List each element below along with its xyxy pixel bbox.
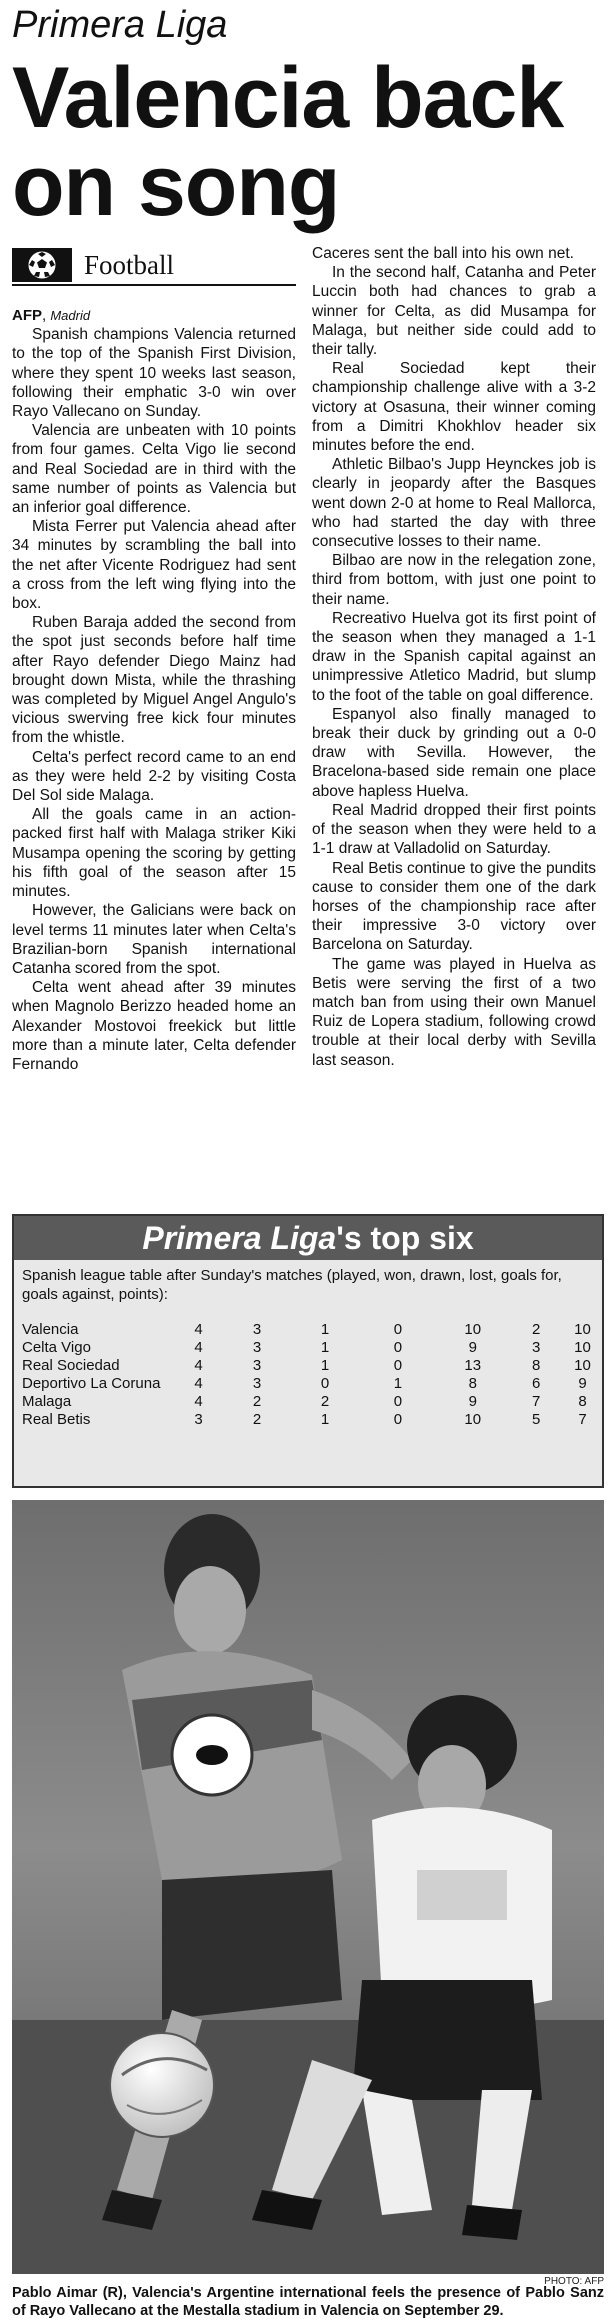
football-icon: [12, 248, 72, 282]
league-table-title: [14, 1216, 602, 1260]
league-table: [22, 1320, 602, 1428]
league-table-box: [12, 1214, 604, 1488]
stat-cell: 3: [532, 1338, 541, 1356]
team-name-cell: Celta Vigo: [22, 1338, 91, 1356]
stat-cell: 3: [194, 1410, 203, 1428]
stat-cell: 3: [252, 1320, 262, 1338]
match-photo-image: [12, 1500, 604, 2274]
stat-cell: 8: [578, 1392, 587, 1410]
paragraph: Celta went ahead after 39 minutes when Magnolo Berizzo headed home an Alexander Mostovoi freekick but little more than a minute later, Celta defender Fernando: [12, 979, 296, 1073]
paragraph: Real Sociedad kept their championship challenge alive with a 3-2 victory at Osasuna, their winner coming from a Dimitri Khokhlov header six minutes before the end.: [312, 360, 596, 455]
team-name-cell: Deportivo La Coruna: [22, 1374, 161, 1392]
stat-cell: 0: [320, 1374, 330, 1392]
stat-cell: 0: [393, 1410, 403, 1428]
stat-cell: 10: [574, 1320, 591, 1338]
paragraph: Bilbao are now in the relegation zone, third from bottom, with just one point to their name.: [312, 552, 596, 608]
paragraph: Athletic Bilbao's Jupp Heynckes job is clearly in jeopardy after the Basques went down 2-0 at home to Real Mallorca, who had started the day with three consecutive losses to their name.: [312, 456, 596, 551]
stat-cell: 4: [194, 1320, 203, 1338]
stat-cell: 1: [320, 1356, 330, 1374]
stat-cell: 9: [468, 1392, 477, 1410]
stat-cell: 1: [320, 1410, 330, 1428]
stat-cell: 9: [468, 1338, 477, 1356]
stat-cell: 4: [194, 1374, 203, 1392]
stat-cell: 0: [393, 1392, 403, 1410]
stat-cell: 8: [532, 1356, 541, 1374]
stat-cell: 8: [468, 1374, 477, 1392]
paragraph: Real Betis continue to give the pundits cause to consider them one of the dark horses of the championship race after their impressive 3-0 victory over Barcelona on Saturday.: [312, 859, 596, 954]
paragraph: Caceres sent the ball into his own net.: [312, 245, 574, 262]
team-name-cell: Real Sociedad: [22, 1356, 120, 1374]
paragraph: Real Madrid dropped their first points of the season when they were held to a 1-1 draw at Valladolid on Saturday.: [312, 801, 596, 858]
section-label: Football: [84, 250, 175, 280]
stat-cell: 3: [252, 1374, 262, 1392]
paragraph: Mista Ferrer put Valencia ahead after 34 minutes by scrambling the ball into the net after Vicente Rodriguez had sent a cross from the left wing flying into the box.: [12, 518, 296, 613]
stat-cell: 0: [393, 1356, 403, 1374]
paragraph: Espanyol also finally managed to break their duck by grinding out a 0-0 draw with Sevilla. However, the Bracelona-based side remain one place above hapless Huelva.: [312, 705, 596, 800]
paragraph: Ruben Baraja added the second from the spot just seconds before half time after Rayo defender Diego Mainz had brought down Mista, while the thrashing was completed by Miguel Angel Angulo's vicious swerving free kick four minutes from the whistle.: [12, 614, 296, 747]
team-name-cell: Malaga: [22, 1392, 72, 1410]
stat-cell: 2: [252, 1410, 262, 1428]
paragraph: The game was played in Huelva as Betis were serving the first of a two match ban from using their own Manuel Ruiz de Lopera stadium, following crowd trouble at their local derby with Sevilla last season.: [312, 955, 596, 1069]
stat-cell: 9: [578, 1374, 587, 1392]
paragraph: Celta's perfect record came to an end as they were held 2-2 by visiting Costa Del Sol side Malaga.: [12, 748, 296, 805]
article-column-right: [312, 244, 596, 1070]
stat-cell: 4: [194, 1338, 203, 1356]
stat-cell: 0: [393, 1320, 403, 1338]
stat-cell: 2: [320, 1392, 330, 1410]
paragraph: All the goals came in an action-packed first half with Malaga striker Kiki Musampa opening the scoring by getting his fifth goal of the season after 15 minutes.: [12, 806, 296, 901]
stat-cell: 10: [574, 1356, 591, 1374]
stat-cell: 13: [464, 1356, 482, 1374]
stat-cell: 1: [393, 1374, 403, 1392]
stat-cell: 4: [194, 1392, 203, 1410]
stat-cell: 10: [464, 1320, 482, 1338]
photo-caption: Pablo Aimar (R), Valencia's Argentine international feels the presence of Pablo Sanz of Rayo Vallecano at the Mestalla stadium in Valencia on September 29.: [12, 2285, 604, 2319]
team-name-cell: Real Betis: [22, 1410, 91, 1428]
table-row: [22, 1392, 602, 1410]
stat-cell: 10: [574, 1338, 591, 1356]
photo-credit: PHOTO: AFP: [544, 2276, 604, 2287]
table-row: [22, 1410, 602, 1428]
stat-cell: 7: [532, 1392, 541, 1410]
byline-location: Madrid: [50, 308, 91, 323]
paragraph: Valencia are unbeaten with 10 points from four games. Celta Vigo lie second and Real Sociedad are in third with the same number of points as Valencia but an inferior goal difference.: [12, 422, 296, 517]
table-row: [22, 1338, 602, 1356]
table-row: [22, 1356, 602, 1374]
stat-cell: 0: [393, 1338, 403, 1356]
table-row: [22, 1374, 602, 1392]
table-title-rest: 's top six: [336, 1220, 474, 1256]
stat-cell: 1: [320, 1320, 330, 1338]
stat-cell: 10: [464, 1410, 482, 1428]
paragraph: However, the Galicians were back on level terms 11 minutes later when Celta's Brazilian-born Spanish international Catanha scored from the spot.: [12, 902, 296, 977]
stat-cell: 5: [532, 1410, 541, 1428]
stat-cell: 2: [252, 1392, 262, 1410]
paragraph: Spanish champions Valencia returned to the top of the Spanish First Division, where they spent 10 weeks last season, following their emphatic 3-0 win over Rayo Vallecano on Sunday.: [12, 326, 296, 421]
stat-cell: 3: [252, 1338, 262, 1356]
stat-cell: 2: [532, 1320, 541, 1338]
paragraph: In the second half, Catanha and Peter Luccin both had chances to grab a winner for Celta, as did Musampa for Malaga, but neither side could add to their tally.: [312, 264, 596, 359]
paragraph: Recreativo Huelva got its first point of the season when they managed a 1-1 draw in the Spanish capital against an unimpressive Atletico Madrid, but slump to the foot of the table on goal difference.: [312, 609, 596, 704]
article-column-left: [12, 306, 296, 1074]
league-table-intro: Spanish league table after Sunday's matches (played, won, drawn, lost, goals for, goals against, points):: [22, 1267, 562, 1303]
stat-cell: 1: [320, 1338, 330, 1356]
headline: Valencia back on song: [12, 50, 564, 234]
stat-cell: 6: [532, 1374, 541, 1392]
stat-cell: 7: [578, 1410, 587, 1428]
stat-cell: 4: [194, 1356, 203, 1374]
match-photo: [12, 1500, 604, 2274]
table-row: [22, 1320, 602, 1338]
kicker: Primera Liga: [12, 4, 228, 46]
team-name-cell: Valencia: [22, 1320, 79, 1338]
stat-cell: 3: [252, 1356, 262, 1374]
table-title-italic: Primera Liga: [142, 1220, 337, 1256]
byline: AFP, Madrid: [12, 307, 91, 324]
section-tag: [12, 248, 296, 286]
byline-agency: AFP: [12, 307, 42, 324]
